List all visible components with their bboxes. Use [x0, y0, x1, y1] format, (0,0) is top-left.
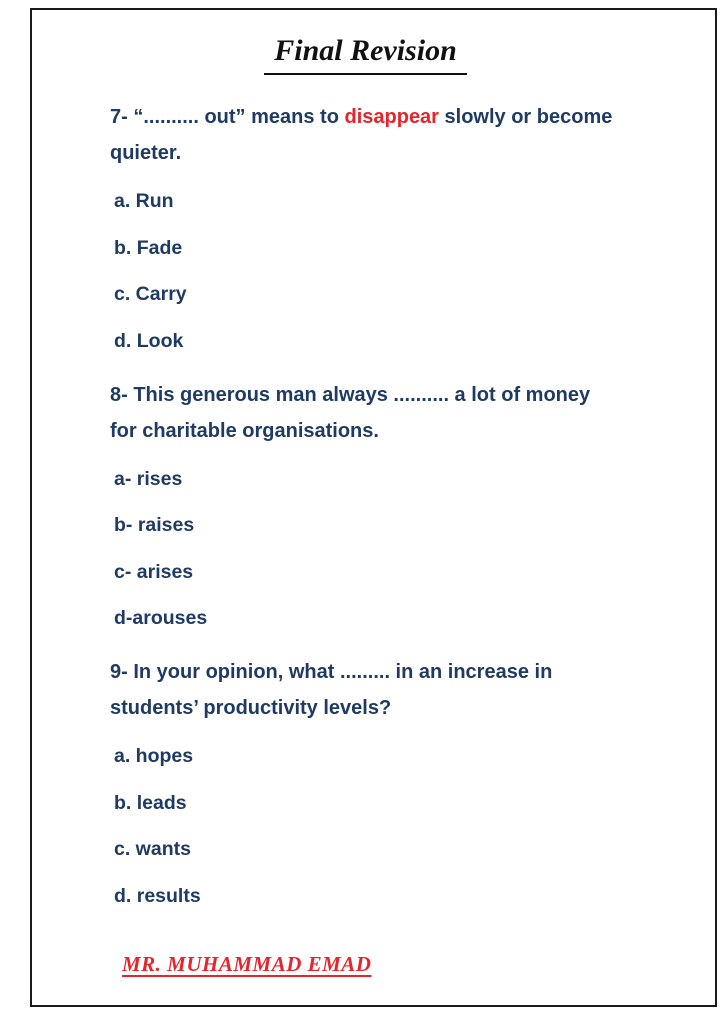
option-item: d. results [114, 884, 201, 907]
page-content [30, 8, 717, 1007]
question-9-text [110, 654, 621, 726]
footer-signature: MR. MUHAMMAD EMAD [122, 952, 372, 976]
question-8-options [110, 467, 621, 631]
page-title: Final Revision [264, 34, 467, 75]
option-item: c. wants [114, 838, 191, 860]
option-item: d-arouses [114, 607, 208, 629]
question-7-text [110, 99, 621, 171]
option-item: a. Run [114, 190, 174, 212]
question-7-segment: slowly or become quieter. [110, 106, 613, 164]
option-item: b. leads [114, 791, 187, 814]
option-item: b- raises [114, 514, 195, 536]
question-7-options [110, 189, 621, 353]
question-7-highlight-word: disappear [344, 106, 439, 128]
option-item: c. Carry [114, 283, 187, 305]
option-item: c- arises [114, 560, 194, 583]
option-item: a- rises [114, 467, 183, 490]
question-9-options [110, 744, 621, 908]
option-item: d. Look [114, 329, 184, 352]
question-9-segment: 9- In your opinion, what ......... in an increase in students’ productivity levels? [110, 661, 553, 719]
option-item: a. hopes [114, 745, 194, 767]
question-7-segment: 7- “.......... out” means to [110, 106, 345, 128]
question-8-segment: 8- This generous man always .......... a lot of money for charitable organisations. [110, 383, 591, 442]
question-8-text [110, 377, 621, 449]
title-wrap [110, 34, 621, 75]
option-item: b. Fade [114, 236, 183, 259]
